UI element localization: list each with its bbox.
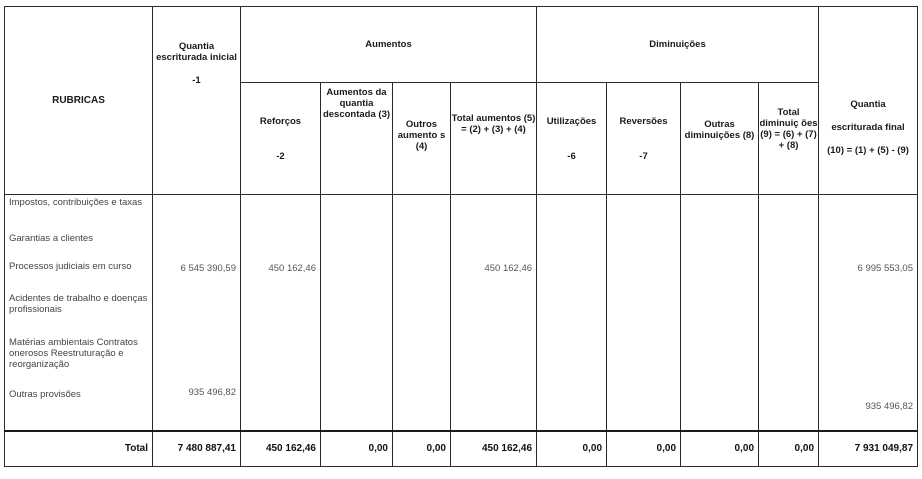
header-aumentos: Aumentos bbox=[241, 7, 537, 83]
header-total-diminuicoes: Total diminuiç ões (9) = (6) + (7) + (8) bbox=[759, 83, 819, 195]
total-utilizacoes: 0,00 bbox=[537, 431, 607, 467]
cell-value: 450 162,46 bbox=[268, 263, 316, 274]
total-inicial: 7 480 887,41 bbox=[153, 431, 241, 467]
rubricas-column bbox=[5, 195, 153, 431]
reforcos-column bbox=[241, 195, 321, 431]
header-outras-diminuicoes: Outras diminuições (8) bbox=[681, 83, 759, 195]
header-utilizacoes-num: -6 bbox=[567, 150, 576, 162]
aum-descontada-column bbox=[321, 195, 393, 431]
header-rubricas: RUBRICAS bbox=[5, 7, 153, 195]
row-label: Garantias a clientes bbox=[9, 233, 93, 244]
total-reversoes: 0,00 bbox=[607, 431, 681, 467]
header-quantia-final-formula: (10) = (1) + (5) - (9) bbox=[827, 145, 909, 156]
total-descontada: 0,00 bbox=[321, 431, 393, 467]
outras-diminuicoes-column bbox=[681, 195, 759, 431]
header-reforcos-label: Reforços bbox=[259, 115, 302, 127]
body-row bbox=[5, 195, 918, 431]
quantia-final-column bbox=[819, 195, 918, 431]
cell-value: 935 496,82 bbox=[188, 387, 236, 398]
header-quantia-inicial-label: Quantia escriturada inicial bbox=[156, 41, 237, 63]
header-utilizacoes-label: Utilizações bbox=[546, 115, 597, 127]
total-diminuicoes-column bbox=[759, 195, 819, 431]
total-outras-dim: 0,00 bbox=[681, 431, 759, 467]
header-utilizacoes bbox=[537, 83, 607, 195]
reversoes-column bbox=[607, 195, 681, 431]
row-label: Impostos, contribuições e taxas bbox=[9, 197, 143, 208]
total-label: Total bbox=[5, 431, 153, 467]
outros-aumentos-column bbox=[393, 195, 451, 431]
header-quantia-final-label-2: escriturada final bbox=[831, 122, 905, 133]
row-label: Outras provisões bbox=[9, 389, 81, 400]
header-reversoes bbox=[607, 83, 681, 195]
header-aumentos-descontada: Aumentos da quantia descontada (3) bbox=[321, 83, 393, 195]
quantia-inicial-column bbox=[153, 195, 241, 431]
header-reversoes-label: Reversões bbox=[619, 115, 668, 127]
header-reforcos-num: -2 bbox=[276, 150, 285, 162]
total-aumentos-value: 450 162,46 bbox=[451, 431, 537, 467]
cell-value: 6 545 390,59 bbox=[180, 263, 236, 274]
provisions-table-container bbox=[4, 6, 917, 467]
header-total-aumentos: Total aumentos (5) = (2) + (3) + (4) bbox=[451, 83, 537, 195]
row-label: Matérias ambientais Contratos onerosos Reestruturação e reorganização bbox=[9, 337, 138, 370]
header-quantia-inicial bbox=[153, 7, 241, 195]
total-reforcos: 450 162,46 bbox=[241, 431, 321, 467]
header-diminuicoes: Diminuições bbox=[537, 7, 819, 83]
total-final: 7 931 049,87 bbox=[819, 431, 918, 467]
cell-value: 6 995 553,05 bbox=[857, 263, 914, 274]
header-quantia-inicial-num: -1 bbox=[192, 75, 201, 86]
header-outros-aumentos: Outros aumento s (4) bbox=[393, 83, 451, 195]
header-quantia-final-label: Quantia bbox=[850, 99, 886, 110]
row-label: Processos judiciais em curso bbox=[9, 261, 132, 272]
row-label: Acidentes de trabalho e doenças profissionais bbox=[9, 293, 148, 315]
header-quantia-final bbox=[819, 7, 918, 195]
total-outros: 0,00 bbox=[393, 431, 451, 467]
header-reforcos bbox=[241, 83, 321, 195]
provisions-table bbox=[4, 6, 918, 467]
total-aumentos-column bbox=[451, 195, 537, 431]
total-diminuicoes-value: 0,00 bbox=[759, 431, 819, 467]
total-row bbox=[5, 431, 918, 467]
utilizacoes-column bbox=[537, 195, 607, 431]
header-reversoes-num: -7 bbox=[639, 150, 648, 162]
cell-value: 450 162,46 bbox=[484, 263, 533, 274]
cell-value: 935 496,82 bbox=[865, 401, 914, 412]
